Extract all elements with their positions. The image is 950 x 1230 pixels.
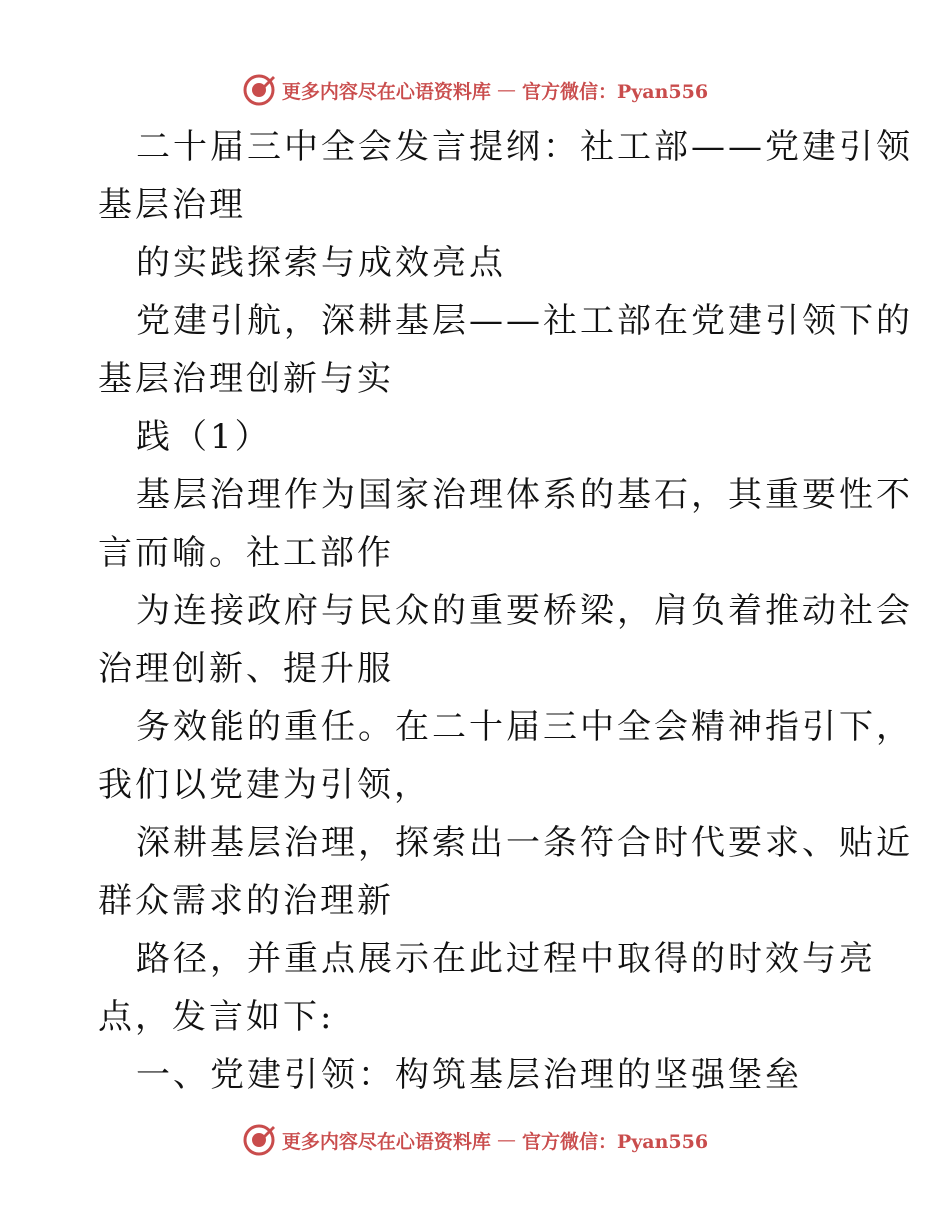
text-line: 治理创新、提升服 (98, 649, 394, 689)
text-line: 务效能的重任。在二十届三中全会精神指引下， (136, 707, 913, 747)
watermark-suffix: 官方微信：Pyan556 (521, 80, 709, 103)
text-line: 基层治理 (98, 185, 246, 225)
text-line: 践（1） (136, 417, 272, 457)
text-line: 基层治理创新与实 (98, 359, 394, 399)
watermark-suffix: 官方微信：Pyan556 (521, 1130, 709, 1153)
text-line: 言而喻。社工部作 (98, 533, 394, 573)
document-body (98, 118, 913, 1104)
logo-icon (242, 73, 276, 107)
text-line: 党建引航，深耕基层——社工部在党建引领下的 (136, 301, 913, 341)
text-line: 深耕基层治理，探索出一条符合时代要求、贴近 (136, 823, 913, 863)
watermark-separator: — (496, 79, 516, 101)
text-line: 群众需求的治理新 (98, 881, 394, 921)
text-line: 二十届三中全会发言提纲：社工部——党建引领 (136, 127, 913, 167)
text-line: 的实践探索与成效亮点 (136, 243, 506, 283)
text-line: 点，发言如下: (98, 997, 335, 1037)
text-line: 我们以党建为引领， (98, 765, 431, 805)
watermark-text: 更多内容尽在心语资料库 (281, 80, 491, 103)
footer-watermark (0, 1120, 950, 1160)
section-heading: 一、党建引领：构筑基层治理的坚强堡垒 (136, 1055, 802, 1095)
watermark-separator: — (496, 1129, 516, 1151)
header-watermark (0, 70, 950, 110)
text-line: 为连接政府与民众的重要桥梁，肩负着推动社会 (136, 591, 913, 631)
text-line: 路径，并重点展示在此过程中取得的时效与亮 (136, 939, 876, 979)
logo-icon (242, 1123, 276, 1157)
text-line: 基层治理作为国家治理体系的基石，其重要性不 (136, 475, 913, 515)
watermark-text: 更多内容尽在心语资料库 (281, 1130, 491, 1153)
